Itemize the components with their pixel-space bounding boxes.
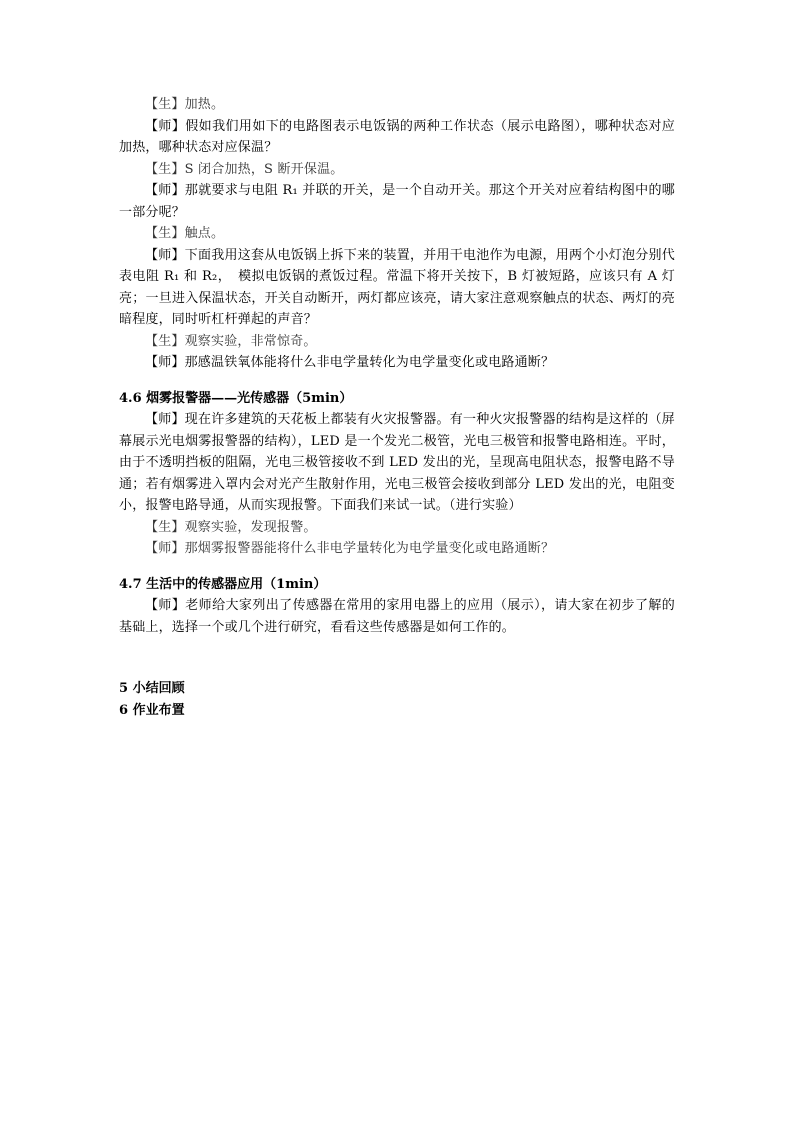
paragraph: 【师】老师给大家列出了传感器在常用的家用电器上的应用（展示），请大家在初步了解的基础上，选择一个或几个进行研究，看看这些传感器是如何工作的。 <box>119 598 675 635</box>
paragraph: 【师】下面我用这套从电饭锅上拆下来的装置，并用干电池作为电源，用两个小灯泡分别代表电阻 R₁ 和 R₂， 模拟电饭锅的煮饭过程。常温下将开关按下，B 灯被短路，应该只有 A 灯亮；一旦进入保温状态，开关自动断开，两灯都应该亮，请大家注意观察触点的状态、两灯的亮暗程度，同时听杠杆弹起的声音？ <box>119 247 675 327</box>
paragraph: 【师】那就要求与电阻 R₁ 并联的开关，是一个自动开关。那这个开关对应着结构图中的哪一部分呢？ <box>119 183 675 220</box>
spacer <box>119 560 675 574</box>
section-heading-5: 5 小结回顾 <box>119 681 185 696</box>
paragraph: 【生】触点。 <box>145 226 225 241</box>
spacer <box>119 374 675 388</box>
paragraph: 【生】S 闭合加热，S 断开保温。 <box>145 161 344 177</box>
paragraph: 【生】观察实验，发现报警。 <box>145 519 317 535</box>
section-heading-6: 6 作业布置 <box>119 702 185 718</box>
paragraph: 【生】观察实验，非常惊奇。 <box>145 333 317 349</box>
section-heading-4-6: 4.6 烟雾报警器——光传感器（5min） <box>119 390 353 406</box>
paragraph: 【师】那感温铁氧体能将什么非电学量转化为电学量变化或电路通断？ <box>145 355 555 370</box>
document-page <box>119 94 675 721</box>
paragraph: 【生】加热。 <box>145 97 225 112</box>
spacer <box>119 638 675 678</box>
paragraph: 【师】现在许多建筑的天花板上都装有火灾报警器。有一种火灾报警器的结构是这样的（屏幕展示光电烟雾报警器的结构），LED 是一个发光二极管，光电三极管和报警电路相连。平时，由于不透明挡板的阻隔，光电三极管接收不到 LED 发出的光，呈现高电阻状态，报警电路不导通；若有烟雾进入罩内会对光产生散射作用，光电三极管会接收到部分 LED 发出的光，电阻变小，报警电路导通，从而实现报警。下面我们来试一试。（进行实验） <box>119 412 675 513</box>
section-heading-4-7: 4.7 生活中的传感器应用（1min） <box>119 576 327 592</box>
paragraph: 【师】那烟雾报警器能将什么非电学量转化为电学量变化或电路通断？ <box>145 541 555 556</box>
paragraph: 【师】假如我们用如下的电路图表示电饭锅的两种工作状态（展示电路图），哪种状态对应加热，哪种状态对应保温？ <box>119 118 675 155</box>
